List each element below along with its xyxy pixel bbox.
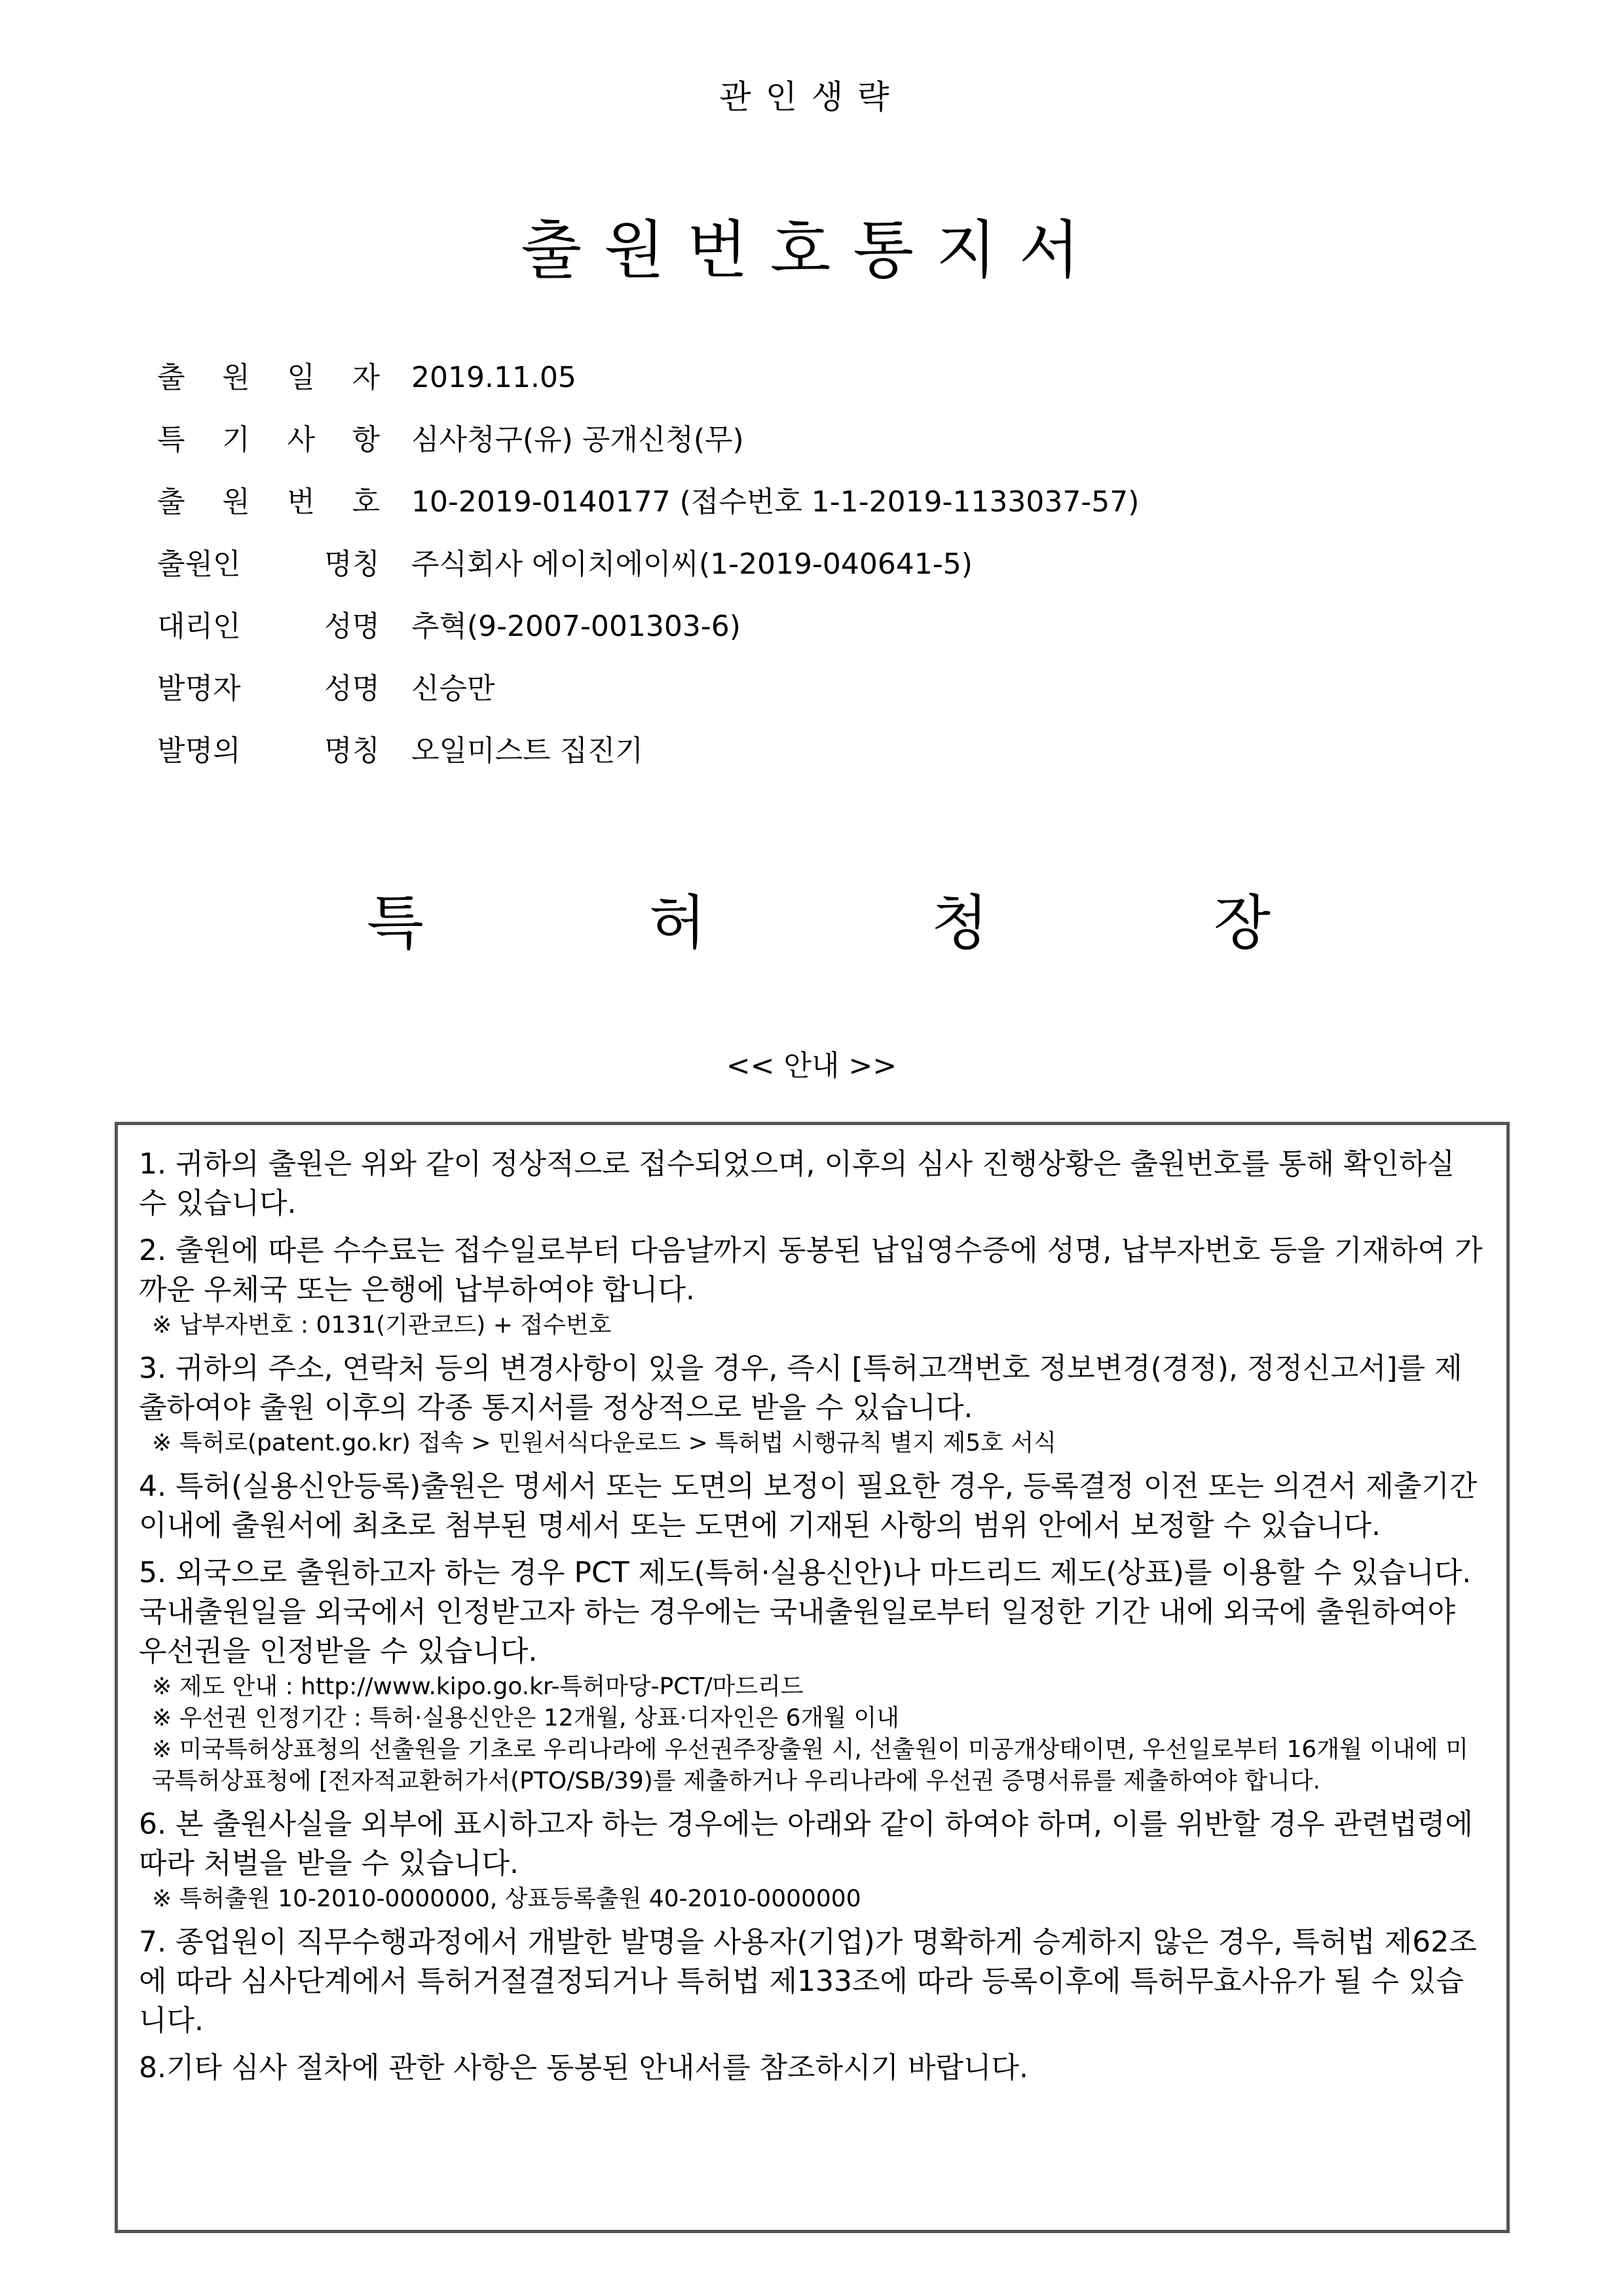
notice-item-note: ※ 납부자번호 : 0131(기관코드) + 접수번호 <box>152 1312 612 1339</box>
info-label-part: 발명의 <box>157 734 241 768</box>
notice-item <box>139 1145 1483 1223</box>
info-value: 추혁(9-2007-001303-6) <box>411 610 741 643</box>
notice-item-text: 2. 출원에 따른 수수료는 접수일로부터 다음날까지 동봉된 납입영수증에 성명, 납부자번호 등을 기재하여 가까운 우체국 또는 은행에 납부하여야 합니다. <box>139 1234 1483 1306</box>
info-label-part: 사 <box>287 423 315 456</box>
info-label-part: 원 <box>222 485 250 519</box>
notice-item-text: 3. 귀하의 주소, 연락처 등의 변경사항이 있을 경우, 즉시 [특허고객번호 정보변경(경정), 정정신고서]를 제출하여야 출원 이후의 각종 통지서를 정상적으로 받을 수 있습니다. <box>139 1352 1463 1424</box>
info-label <box>157 483 380 522</box>
info-label <box>157 607 380 646</box>
issuer-char: 청 <box>931 889 988 957</box>
info-label <box>157 358 380 398</box>
info-label-part: 발명자 <box>157 672 241 705</box>
info-label-part: 성명 <box>324 610 380 643</box>
info-label <box>157 731 380 771</box>
issuer-signature <box>367 884 1271 963</box>
notice-item <box>139 1923 1483 2041</box>
notice-item-note: ※ 제도 안내 : http://www.kipo.go.kr-특허마당-PCT/마드리드 <box>152 1673 804 1700</box>
info-value: 주식회사 에이치에이씨(1-2019-040641-5) <box>411 547 973 581</box>
info-value: 10-2019-0140177 (접수번호 1-1-2019-1133037-57) <box>411 485 1140 519</box>
notice-item-text: 1. 귀하의 출원은 위와 같이 정상적으로 접수되었으며, 이후의 심사 진행상황은 출원번호를 통해 확인하실 수 있습니다. <box>139 1147 1455 1220</box>
info-label-part: 항 <box>352 423 380 456</box>
notice-item-note: ※ 우선권 인정기간 : 특허·실용신안은 12개월, 상표·디자인은 6개월 이내 <box>152 1705 900 1731</box>
info-label-part: 기 <box>222 423 250 456</box>
info-label-part: 대리인 <box>157 610 241 643</box>
info-label-part: 성명 <box>324 672 380 705</box>
info-label-part: 번 <box>287 485 315 519</box>
notice-item-note: ※ 미국특허상표청의 선출원을 기초로 우리나라에 우선권주장출원 시, 선출원이 미공개상태이면, 우선일로부터 16개월 이내에 미국특허상표청에 [전자적교환허가서(PTO/SB/39)를 제출하거나 우리나라에 우선권 증명서류를 제출하여야 합니다. <box>152 1736 1468 1794</box>
notice-item-note: ※ 특허로(patent.go.kr) 접속 > 민원서식다운로드 > 특허법 시행규칙 별지 제5호 서식 <box>152 1430 1056 1456</box>
info-label <box>157 669 380 709</box>
info-label <box>157 420 380 460</box>
notice-box <box>115 1122 1510 2233</box>
info-label-part: 명칭 <box>324 547 380 581</box>
info-label-part: 원 <box>222 361 250 394</box>
notice-item <box>139 1805 1483 1915</box>
notice-heading: << 안내 >> <box>726 1049 897 1083</box>
notice-item-text: 5. 외국으로 출원하고자 하는 경우 PCT 제도(특허·실용신안)나 마드리드 제도(상표)를 이용할 수 있습니다. 국내출원일을 외국에서 인정받고자 하는 경우에는 국내출원일로부터 일정한 기간 내에 외국에 출원하여야 우선권을 인정받을 수 있습니다. <box>139 1556 1472 1668</box>
info-label-part: 일 <box>287 361 315 394</box>
info-value: 오일미스트 집진기 <box>411 734 644 768</box>
notice-item <box>139 1231 1483 1341</box>
issuer-char: 특 <box>367 889 424 957</box>
issuer-char: 허 <box>649 889 706 957</box>
info-label-part: 출 <box>157 361 185 394</box>
notice-item <box>139 2048 1483 2088</box>
notice-item <box>139 1553 1483 1797</box>
notice-item-text: 7. 종업원이 직무수행과정에서 개발한 발명을 사용자(기업)가 명확하게 승계하지 않은 경우, 특허법 제62조에 따라 심사단계에서 특허거절결정되거나 특허법 제133조에 따라 등록이후에 특허무효사유가 될 수 있습니다. <box>139 1925 1477 2037</box>
info-value: 심사청구(유) 공개신청(무) <box>411 423 744 456</box>
notice-item-text: 8.기타 심사 절차에 관한 사항은 동봉된 안내서를 참조하시기 바랍니다. <box>139 2051 1028 2084</box>
info-value: 2019.11.05 <box>411 361 576 394</box>
info-label-part: 명칭 <box>324 734 380 768</box>
notice-item-text: 6. 본 출원사실을 외부에 표시하고자 하는 경우에는 아래와 같이 하여야 하며, 이를 위반할 경우 관련법령에 따라 처벌을 받을 수 있습니다. <box>139 1807 1473 1880</box>
info-label-part: 출 <box>157 485 185 519</box>
info-value: 신승만 <box>411 672 495 705</box>
notice-item <box>139 1349 1483 1459</box>
seal-omitted-note: 관인생략 <box>719 78 904 116</box>
info-label-part: 자 <box>352 361 380 394</box>
info-label-part: 출원인 <box>157 547 241 581</box>
notice-item-text: 4. 특허(실용신안등록)출원은 명세서 또는 도면의 보정이 필요한 경우, 등록결정 이전 또는 의견서 제출기간 이내에 출원서에 최초로 첨부된 명세서 또는 도면에 기재된 사항의 범위 안에서 보정할 수 있습니다. <box>139 1470 1478 1542</box>
notice-item <box>139 1467 1483 1546</box>
document-title: 출원번호통지서 <box>521 213 1102 287</box>
notice-item-note: ※ 특허출원 10-2010-0000000, 상표등록출원 40-2010-0000000 <box>152 1885 861 1912</box>
info-label <box>157 545 380 584</box>
info-label-part: 특 <box>157 423 185 456</box>
info-label-part: 호 <box>352 485 380 519</box>
issuer-char: 장 <box>1214 889 1271 957</box>
